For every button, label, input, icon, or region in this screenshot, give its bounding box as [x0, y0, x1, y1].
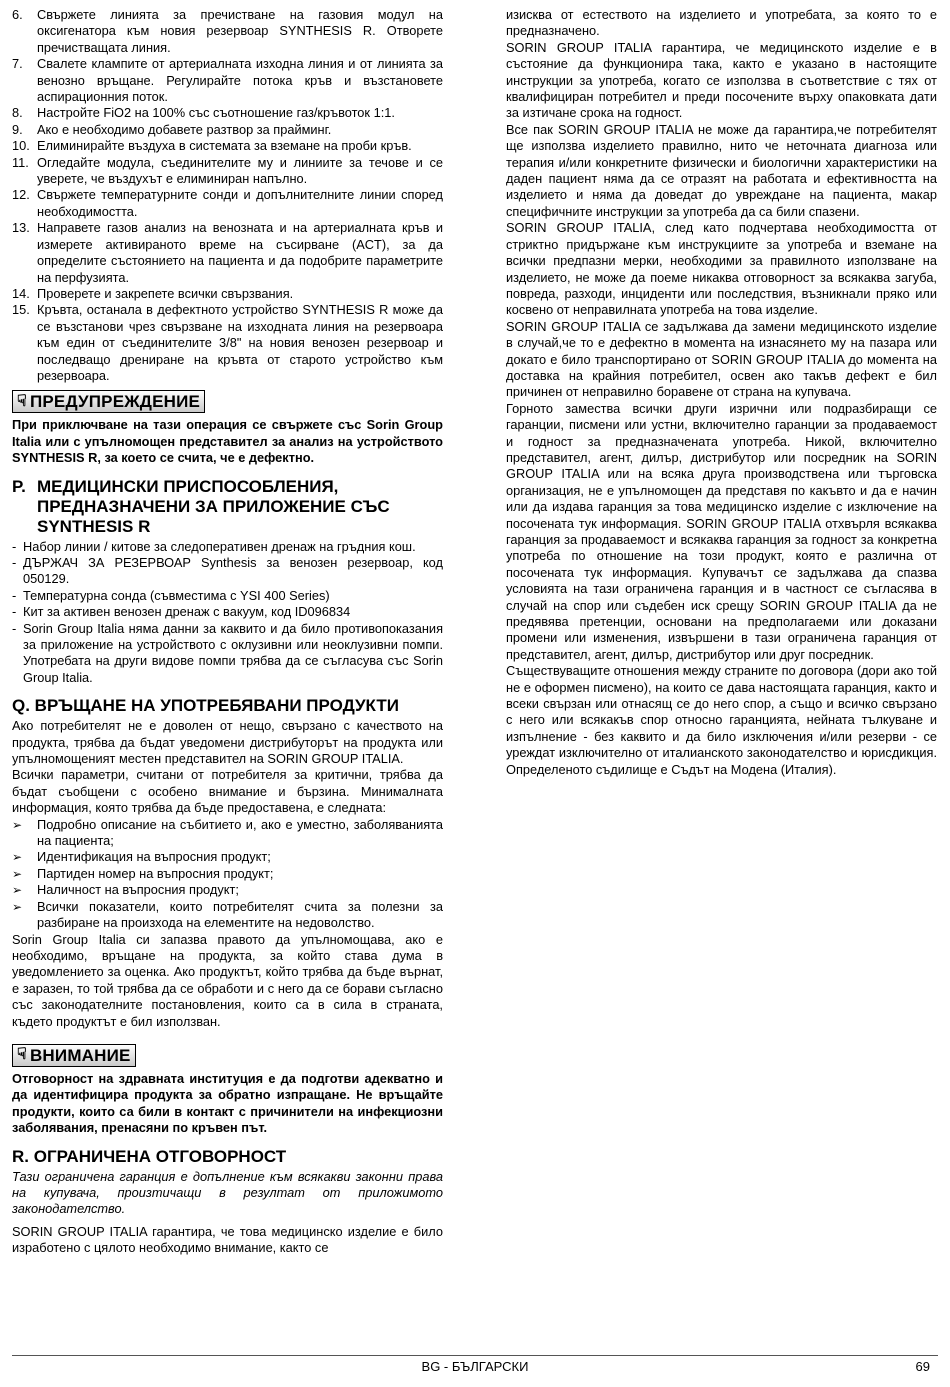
procedure-step: 13. Направете газов анализ на венозната и на артериалната кръв и измерете активираното време на съсирване (ACT), за да определите състоянието на пациента и да подобрите параметрите на перфузията.	[12, 220, 443, 285]
list-item: ➢ Идентификация на въпросния продукт;	[12, 849, 271, 865]
list-item: - Набор линии / китове за следоперативен дренаж на гръдния кош.	[12, 538, 416, 554]
procedure-step: 7. Свалете клампите от артериалната изходна линия и от линията за венозно връщане. Регулирайте потока кръв и възстановете аспирационния поток.	[12, 56, 443, 105]
section-p-heading: P. МЕДИЦИНСКИ ПРИСПОСОБЛЕНИЯ, ПРЕДНАЗНАЧЕНИ ЗА ПРИЛОЖЕНИЕ СЪС SYNTHESIS R	[12, 476, 390, 536]
caution-label: ВНИМАНИЕ	[29, 1045, 131, 1065]
procedure-step: 10. Елиминирайте въздуха в системата за вземане на проби кръв.	[12, 138, 412, 154]
list-item: ➢ Наличност на въпросния продукт;	[12, 882, 239, 898]
list-item: ➢ Подробно описание на събитието и, ако е уместно, заболяванията на пациента;	[12, 816, 443, 849]
procedure-step: 14. Проверете и закрепете всички свързвания.	[12, 285, 294, 301]
section-r-para4: SORIN GROUP ITALIA, след като подчертава необходимостта от стриктно придържане към инструкциите за употреба и вземане на всички предпазни мерки, необходими за правилното използване на изделието, не може да поеме никаква отговорност за всякаква загуба, повреда, разходи, инциденти или последствия, възникнали пряко или косвено от неправилната употреба на това изделие.	[506, 220, 937, 318]
procedure-step: 11. Огледайте модула, съединителите му и линиите за течове и се уверете, че въздухът е елиминиран напълно.	[12, 154, 443, 187]
list-item: - Кит за активен венозен дренаж с вакуум, код ID096834	[12, 604, 351, 620]
arrow-bullet-icon: ➢	[12, 883, 23, 898]
section-r-intro: Тази ограничена гаранция е допълнение към всякакви законни права на купувача, произтичащи в резултат от приложимото законодателство.	[12, 1168, 443, 1217]
procedure-step: 8. Настройте FiO2 на 100% със съотношение газ/кръвоток 1:1.	[12, 105, 395, 121]
caution-text: Отговорност на здравната институция е да подготви адекватно и да идентифицира продукта за обратно изпращане. Не връщайте продукти, които са били в контакт с причинители на инфекциозни заболявания, пренасяни по кръвен път.	[12, 1070, 443, 1136]
warning-text: При приключване на тази операция се свържете със Sorin Group Italia или с упълномощен представител за анализ на устройството SYNTHESIS R, за което се счита, че е дефектно.	[12, 417, 443, 466]
list-item: ➢ Всички показатели, които потребителят счита за полезни за разбиране на произхода на елементите на недоволство.	[12, 898, 443, 931]
list-item: ➢ Партиден номер на въпросния продукт;	[12, 865, 274, 881]
page-number: 69	[915, 1359, 930, 1374]
footer-language: BG - БЪЛГАРСКИ	[421, 1359, 529, 1374]
arrow-bullet-icon: ➢	[12, 850, 23, 865]
section-r-para2: SORIN GROUP ITALIA гарантира, че медицинското изделие е в състояние да функционира така, както е указано в настоящите инструкции за употреба, когато се използва в съответствие с тях от квалифициран потребител и преди посочените върху опаковката дати за изтичане срока на годност.	[506, 39, 937, 121]
section-q-list	[12, 817, 443, 932]
section-r-para1-end: изисква от естеството на изделието и употребата, за която то е предназначено.	[506, 7, 937, 39]
section-p-list	[12, 539, 443, 687]
pointing-hand-icon: ☟	[17, 1046, 27, 1064]
section-q-para1: Ако потребителят не е доволен от нещо, свързано с качеството на продукта, трябва да бъдат уведомени дистрибуторът на продукта или упълномощеният местен представител на SORIN GROUP ITALIA.	[12, 718, 443, 767]
section-r-heading: R. ОГРАНИЧЕНА ОТГОВОРНОСТ	[12, 1146, 287, 1166]
arrow-bullet-icon: ➢	[12, 817, 23, 832]
footer-divider	[12, 1355, 938, 1356]
warning-badge	[12, 390, 205, 413]
arrow-bullet-icon: ➢	[12, 899, 23, 914]
procedure-steps	[12, 7, 443, 384]
procedure-step: 6. Свържете линията за пречистване на газовия модул на оксигенатора към новия резервоар SYNTHESIS R. Отворете пречистващата линия.	[12, 7, 443, 55]
section-q-heading: Q. ВРЪЩАНЕ НА УПОТРЕБЯВАНИ ПРОДУКТИ	[12, 696, 399, 716]
warning-label: ПРЕДУПРЕЖДЕНИЕ	[29, 392, 201, 412]
section-r-para1-start: SORIN GROUP ITALIA гарантира, че това медицинско изделие е било изработено с цялото необходимо внимание, както се	[12, 1223, 443, 1256]
list-item: - Sorin Group Italia няма данни за каквито и да било противопоказания за приложение на устройството с оклузивни или неоклузивни помпи. Употребата на други видове помпи трябва да се съгласува със Sorin Group Italia.	[12, 620, 443, 685]
arrow-bullet-icon: ➢	[12, 866, 23, 881]
right-column	[506, 7, 937, 778]
list-item: - Температурна сонда (съвместима с YSI 400 Series)	[12, 587, 330, 603]
caution-badge	[12, 1044, 136, 1067]
section-q-para3: Sorin Group Italia си запазва правото да упълномощава, ако е необходимо, връщане на продукта, за който става дума в уведомлението за оценка. Ако продуктът, който трябва да бъде върнат, е заразен, то той трябва да се обработи и с него да се борави съгласно със законодателните постановления, които са в сила в страната, където продуктът е бил използван.	[12, 931, 443, 1029]
pointing-hand-icon: ☟	[17, 392, 27, 410]
procedure-step: 9. Ако е необходимо добавете разтвор за прайминг.	[12, 121, 332, 137]
section-r-para3: Все пак SORIN GROUP ITALIA не може да гарантира,че потребителят ще използва изделието правилно, нито че неточната диагноза или терапия и/или конкретните физически и биологични характеристики на даден пациент няма да се отразят на работата и ефективността на изделието и няма да доведат до увреждане на пациента, макар специфичните инструкции за употреба да са били спазени.	[506, 121, 937, 219]
section-r-para6: Горното замества всички други изрични или подразбиращи се гаранции, писмени или устни, включително гаранции за продаваемост и годност за предназначената употреба. Никой, включително представител, агент, дилър, дистрибутор или посредник на SORIN GROUP ITALIA или на всяка друга производствена или търговска организация, не е упълномощен да представя по какъвто и да е начин или да издава гаранция за това медицинско изделие с изключение на посочената тук информация. SORIN GROUP ITALIA отхвърля всякаква гаранция за продаваемост и всякаква гаранция за годност за конкретна употреба по отношение на този продукт, която е различна от посочената тук информация. Купувачът се задължава да спазва условията на тази ограничена гаранция и в частност се съгласява в случай на спор или съдебен иск срещу SORIN GROUP ITALIA да не предявява претенции, основани на предполагаеми или доказани промени или изменения, извършени в тази ограничена гаранция от представител, агент, дилър, дистрибутор или друг посредник.	[506, 400, 937, 662]
left-column	[12, 7, 443, 1257]
section-q-para2: Всички параметри, считани от потребителя за критични, трябва да бъдат съобщени с особено внимание и бързина. Минималната информация, която трябва да бъде предоставена, е следната:	[12, 767, 443, 816]
procedure-step: 15. Кръвта, останала в дефектното устройство SYNTHESIS R може да се възстанови чрез свързване на изходната линия на резервоара към един от съединителите 3/8" на новия венозен резервоар и последващо дрениране на кръвта от старото устройство към резервоара.	[12, 302, 443, 383]
section-r-para5: SORIN GROUP ITALIA се задължава да замени медицинското изделие в случай,че то е дефектно в момента на изнасянето му на пазара или докато е било транспортирано от SORIN GROUP ITALIA до момента на доставка на крайния потребител, освен ако такъв дефект е бил причинен от неправилно боравене от страна на купувача.	[506, 318, 937, 400]
procedure-step: 12. Свържете температурните сонди и допълнителните линии според необходимостта.	[12, 187, 443, 219]
section-r-para7: Съществуващите отношения между страните по договора (дори ако той не е оформен писмено), на които се дава настоящата гаранция, както и всеки свързан или отнасящ се до него спор, а също и всичко свързано с него или всякакъв спор относно гаранцията, нейната тълкуване и изпълнение - без каквито и да било изключения и/или резерви - се уреждат изключително от италианското законодателство и юрисдикция. Определеното съдилище е Съдът на Модена (Италия).	[506, 663, 938, 777]
list-item: - ДЪРЖАЧ ЗА РЕЗЕРВОАР Synthesis за венозен резервоар, код 050129.	[12, 554, 443, 587]
